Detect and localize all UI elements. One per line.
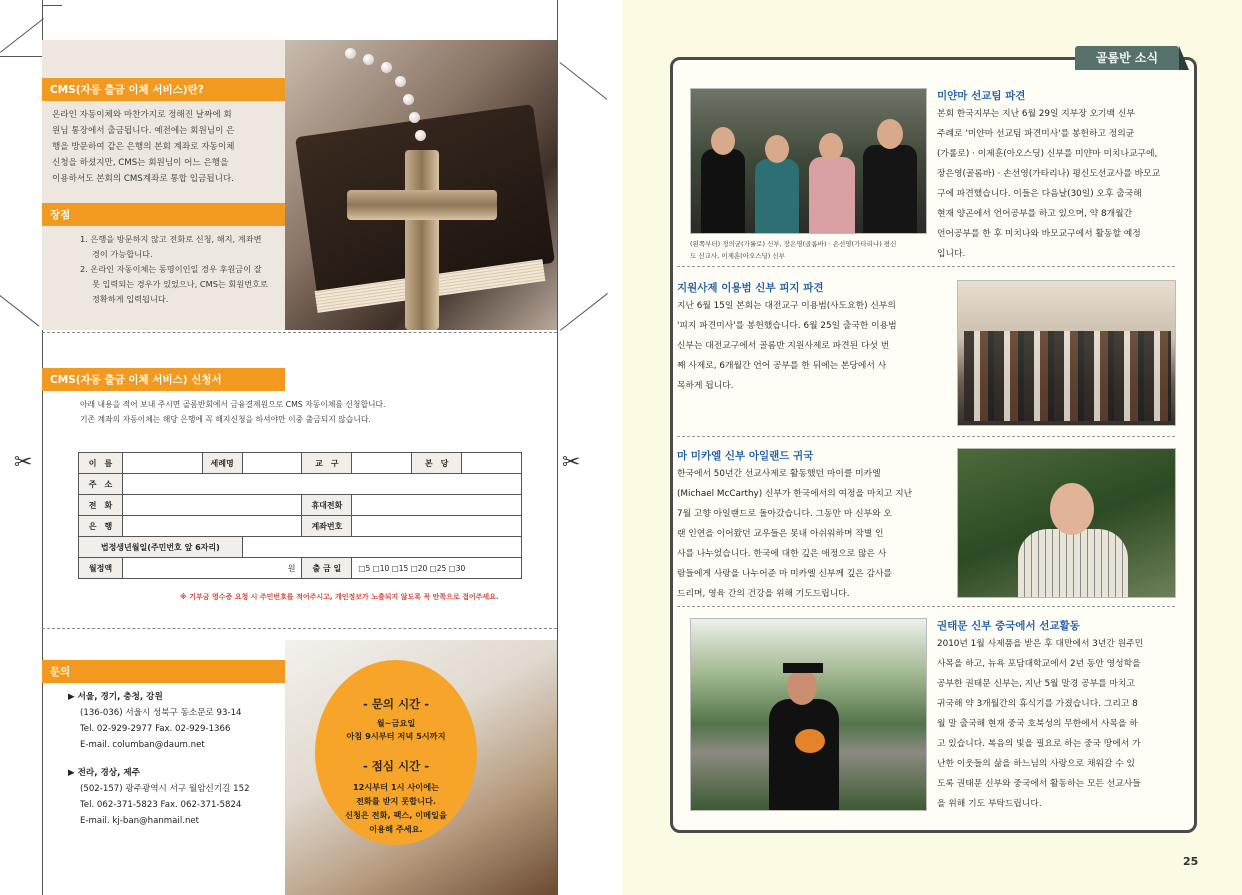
application-form <box>42 368 557 427</box>
flap-line <box>0 18 44 53</box>
inquiry-text <box>42 683 285 829</box>
photo-caption <box>690 238 930 262</box>
text-line: 째 사제로, 6개월간 언어 공부를 한 뒤에는 본당에서 사 <box>677 361 887 371</box>
text-line: 드리며, 영육 간의 건강을 위해 기도드립니다. <box>677 589 850 599</box>
text-line: 본회 한국지부는 지난 6월 29일 지부장 오기백 신부 <box>937 109 1135 119</box>
monthly-won[interactable]: 원 <box>122 558 302 579</box>
scissors-icon: ✂ <box>562 450 581 475</box>
graduation-photo <box>690 618 927 811</box>
mobile-field[interactable] <box>352 495 522 516</box>
text-line: 언어공부를 한 후 미치나와 바모교구에서 활동할 예정 <box>937 229 1141 239</box>
article-body <box>937 104 1177 264</box>
region-heading: ▶ 서울, 경기, 충청, 강원 <box>68 692 163 702</box>
cut-line <box>42 628 557 629</box>
text-line: 장은영(골롬바) · 손선영(가타리나) 평신도선교사를 바모교 <box>937 169 1161 179</box>
head <box>1050 483 1094 535</box>
person <box>809 157 855 234</box>
text-line: 도록 권태문 신부와 중국에서 활동하는 모든 선교사들 <box>937 779 1141 789</box>
person <box>755 159 799 234</box>
head <box>819 133 843 161</box>
rosary-bead <box>415 130 426 141</box>
text-line: 이용해 주세요. <box>369 824 423 834</box>
phone-field[interactable] <box>122 495 302 516</box>
address-field[interactable] <box>122 474 521 495</box>
label-name: 이 름 <box>79 453 123 474</box>
rosary-bead <box>395 76 406 87</box>
text-line: 월 말 출국해 현재 중국 호북성의 무한에서 사목을 하 <box>937 719 1138 729</box>
baptism-field[interactable] <box>242 453 302 474</box>
rosary-bead <box>409 112 420 123</box>
text-line: 입니다. <box>937 249 966 259</box>
inquiry-email[interactable]: E-mail. columban@daum.net <box>80 740 205 750</box>
article-body <box>677 464 949 604</box>
inquiry-email[interactable]: E-mail. kj-ban@hanmail.net <box>80 816 200 826</box>
birth-field[interactable] <box>242 537 521 558</box>
text-line: 신청을 하셨지만, CMS는 회원님이 어느 은행을 <box>52 158 229 168</box>
label-monthly: 월정액 <box>79 558 123 579</box>
text-line: 지난 6월 15일 본회는 대전교구 이용범(사도요한) 신부의 <box>677 301 896 311</box>
fold-line <box>557 0 558 895</box>
head <box>765 135 789 163</box>
person <box>701 149 745 234</box>
article-title: 마 미카엘 신부 아일랜드 귀국 <box>677 450 814 462</box>
account-field[interactable] <box>352 516 522 537</box>
news-tab: 골롬반 소식 <box>1075 46 1179 70</box>
head <box>877 119 903 149</box>
advantages <box>42 203 285 307</box>
person <box>1018 529 1128 598</box>
inquiry-tel: Tel. 062-371-5823 Fax. 062-371-5824 <box>80 800 242 810</box>
article-divider <box>677 606 1175 607</box>
flap-line <box>42 5 62 6</box>
head <box>711 127 735 155</box>
text-line: 아래 내용을 적어 보내 주시면 골롬반회에서 금융결제원으로 CMS 자동이체를 신청합니다. <box>80 400 386 409</box>
label-baptism: 세례명 <box>202 453 242 474</box>
text-line: 정확하게 입력됩니다. <box>92 294 169 304</box>
label-bank: 은 행 <box>79 516 123 537</box>
text-line: 온라인 자동이체와 마찬가지로 정해진 날짜에 회 <box>52 110 232 120</box>
myanmar-team-photo <box>690 88 927 234</box>
label-mobile: 휴대전화 <box>302 495 352 516</box>
text-line: 2010년 1월 사제품을 받은 후 대만에서 3년간 원주민 <box>937 639 1144 649</box>
text-line: (Michael McCarthy) 신부가 한국에서의 여정을 마치고 지난 <box>677 489 913 499</box>
label-birth: 법정생년월일(주민번호 앞 6자리) <box>79 537 243 558</box>
text-line: 을 위해 기도 부탁드립니다. <box>937 799 1042 809</box>
hours-circle <box>315 660 477 845</box>
application-title: CMS(자동 출금 이체 서비스) 신청서 <box>42 368 285 391</box>
diocese-field[interactable] <box>352 453 412 474</box>
article-title: 지원사제 이용범 신부 피지 파견 <box>677 282 824 294</box>
text-line: 현재 양곤에서 언어공부를 하고 있으며, 약 8개월간 <box>937 209 1133 219</box>
flap-line <box>560 293 608 331</box>
bank-field[interactable] <box>122 516 302 537</box>
spacer <box>80 753 285 765</box>
application-note: ※ 기부금 영수증 요청 시 주민번호를 적어주시고, 개인정보가 노출되지 않도록 꼭 안쪽으로 접어주세요. <box>180 593 499 601</box>
rosary-bead <box>403 94 414 105</box>
text-line: (왼쪽부터) 정의균(가롤로) 신부, 장은영(골롬바) · 손선영(가타리나) 평신 <box>690 240 897 248</box>
text-line: 2. 온라인 자동이체는 동명이인일 경우 후원금이 잘 <box>80 264 262 274</box>
inquiry-address: (502-157) 광주광역시 서구 월암신기길 152 <box>80 784 250 794</box>
label-diocese: 교 구 <box>302 453 352 474</box>
crucifix-arm <box>347 190 497 220</box>
article-divider <box>677 266 1175 267</box>
rosary-bead <box>363 54 374 65</box>
person <box>769 699 839 811</box>
hours-title: - 문의 시간 - <box>363 697 429 711</box>
cut-line <box>42 332 557 333</box>
text-line: 원님 통장에서 출금됩니다. 예전에는 회원님이 은 <box>52 126 235 136</box>
text-line: 신부는 대전교구에서 골롬반 지원사제로 파견된 다섯 번 <box>677 341 890 351</box>
parish-field[interactable] <box>462 453 522 474</box>
person <box>863 145 917 234</box>
flap-line <box>559 62 607 100</box>
text-line: 목하게 됩니다. <box>677 381 734 391</box>
article-body <box>937 634 1177 814</box>
rosary-bead <box>381 62 392 73</box>
text-line: 이용하셔도 본회의 CMS계좌로 통합 입금됩니다. <box>52 174 234 184</box>
label-phone: 전 화 <box>79 495 123 516</box>
label-parish: 본 당 <box>412 453 462 474</box>
text-line: 한국에서 50년간 선교사제로 활동했던 마이클 미카엘 <box>677 469 881 479</box>
name-field[interactable] <box>122 453 202 474</box>
text-line: 귀국해 약 3개월간의 휴식기를 가졌습니다. 그리고 8 <box>937 699 1138 709</box>
label-account: 계좌번호 <box>302 516 352 537</box>
withdraw-day-options[interactable]: □5 □10 □15 □20 □25 □30 <box>352 558 522 579</box>
cms-intro-text <box>42 101 285 187</box>
text-line: 고 있습니다. 복음의 빛을 필요로 하는 중국 땅에서 가 <box>937 739 1141 749</box>
inquiry-title: 문의 <box>42 660 285 683</box>
label-withdraw-day: 출 금 일 <box>302 558 352 579</box>
flap-line <box>0 295 39 327</box>
group-crowd <box>964 331 1171 421</box>
hours-time: 아침 9시부터 저녁 5시까지 <box>346 731 446 741</box>
text-line: 전화를 받지 못합니다. <box>356 796 436 806</box>
text-line: 기존 계좌의 자동이체는 해당 은행에 꼭 해지신청을 하셔야만 이중 출금되지 않습니다. <box>80 415 371 424</box>
text-line: 1. 은행을 방문하지 않고 전화로 신청, 해지, 계좌변 <box>80 234 262 244</box>
text-line: '피지 파견미사'를 봉헌했습니다. 6월 25일 출국한 이용범 <box>677 321 897 331</box>
inquiry <box>42 660 285 829</box>
article-title: 권태문 신부 중국에서 선교활동 <box>937 620 1080 632</box>
head <box>787 669 817 705</box>
hours-days: 월~금요일 <box>376 718 416 728</box>
article-title: 미얀마 선교팀 파견 <box>937 90 1026 102</box>
advantages-title: 장점 <box>42 203 285 226</box>
article-divider <box>677 436 1175 437</box>
mccarthy-photo <box>957 448 1176 598</box>
text-line: 랜 인연을 이어왔던 교우들은 못내 아쉬워하며 작별 인 <box>677 529 884 539</box>
scissors-icon: ✂ <box>14 450 33 475</box>
text-line: 람들에게 사랑을 나누어준 마 미카엘 신부께 깊은 감사를 <box>677 569 893 579</box>
rosary-photo <box>285 40 557 330</box>
label-address: 주 소 <box>79 474 123 495</box>
article-body <box>677 296 949 396</box>
text-line: 도 선교사, 이제훈(아오스딩) 신부 <box>690 252 785 260</box>
flower-bouquet <box>795 729 825 753</box>
application-table <box>78 452 522 579</box>
text-line: 못 입력되는 경우가 있었으나, CMS는 회원번호로 <box>92 279 268 289</box>
text-line: 7월 고향 아일랜드로 돌아갔습니다. 그동안 마 신부와 오 <box>677 509 892 519</box>
text-line: 경이 가능합니다. <box>92 249 153 259</box>
lunch-title: - 점심 시간 - <box>363 759 429 773</box>
crucifix-icon <box>405 150 439 330</box>
advantages-text <box>42 226 285 307</box>
text-line: 난한 이웃들의 삶을 하느님의 사랑으로 채워갈 수 있 <box>937 759 1136 769</box>
text-line: 신청은 전화, 팩스, 이메일을 <box>345 810 447 820</box>
flap-line <box>0 56 44 57</box>
rosary-bead <box>345 48 356 59</box>
text-line: 주례로 '미얀마 선교팀 파견미사'를 봉헌하고 정의균 <box>937 129 1135 139</box>
application-desc <box>42 391 557 427</box>
text-line: 12시부터 1시 사이에는 <box>352 782 440 792</box>
inquiry-address: (136-036) 서울시 성북구 동소문로 93-14 <box>80 708 242 718</box>
region-heading: ▶ 전라, 경상, 제주 <box>68 768 140 778</box>
cms-intro-title: CMS(자동 출금 이체 서비스)란? <box>42 78 285 101</box>
lunch-text <box>315 780 477 836</box>
text-line: 구에 파견했습니다. 이들은 다음날(30일) 오후 출국해 <box>937 189 1142 199</box>
cms-intro <box>42 78 285 187</box>
text-line: 사를 나누었습니다. 한국에 대한 깊은 애정으로 많은 사 <box>677 549 887 559</box>
inquiry-tel: Tel. 02-929-2977 Fax. 02-929-1366 <box>80 724 231 734</box>
text-line: 공부한 권태문 신부는, 지난 5월 말경 공부를 마치고 <box>937 679 1135 689</box>
fiji-mission-photo <box>957 280 1176 426</box>
text-line: 행을 방문하여 같은 은행의 본회 계좌로 자동이체 <box>52 142 235 152</box>
graduation-cap-icon <box>783 663 823 673</box>
text-line: (가롤로) · 이제훈(아오스딩) 신부를 미얀마 미치나교구에, <box>937 149 1158 159</box>
text-line: 사목을 하고, 뉴욕 포담대학교에서 2년 동안 영성학을 <box>937 659 1141 669</box>
page-number: 25 <box>1183 855 1199 868</box>
